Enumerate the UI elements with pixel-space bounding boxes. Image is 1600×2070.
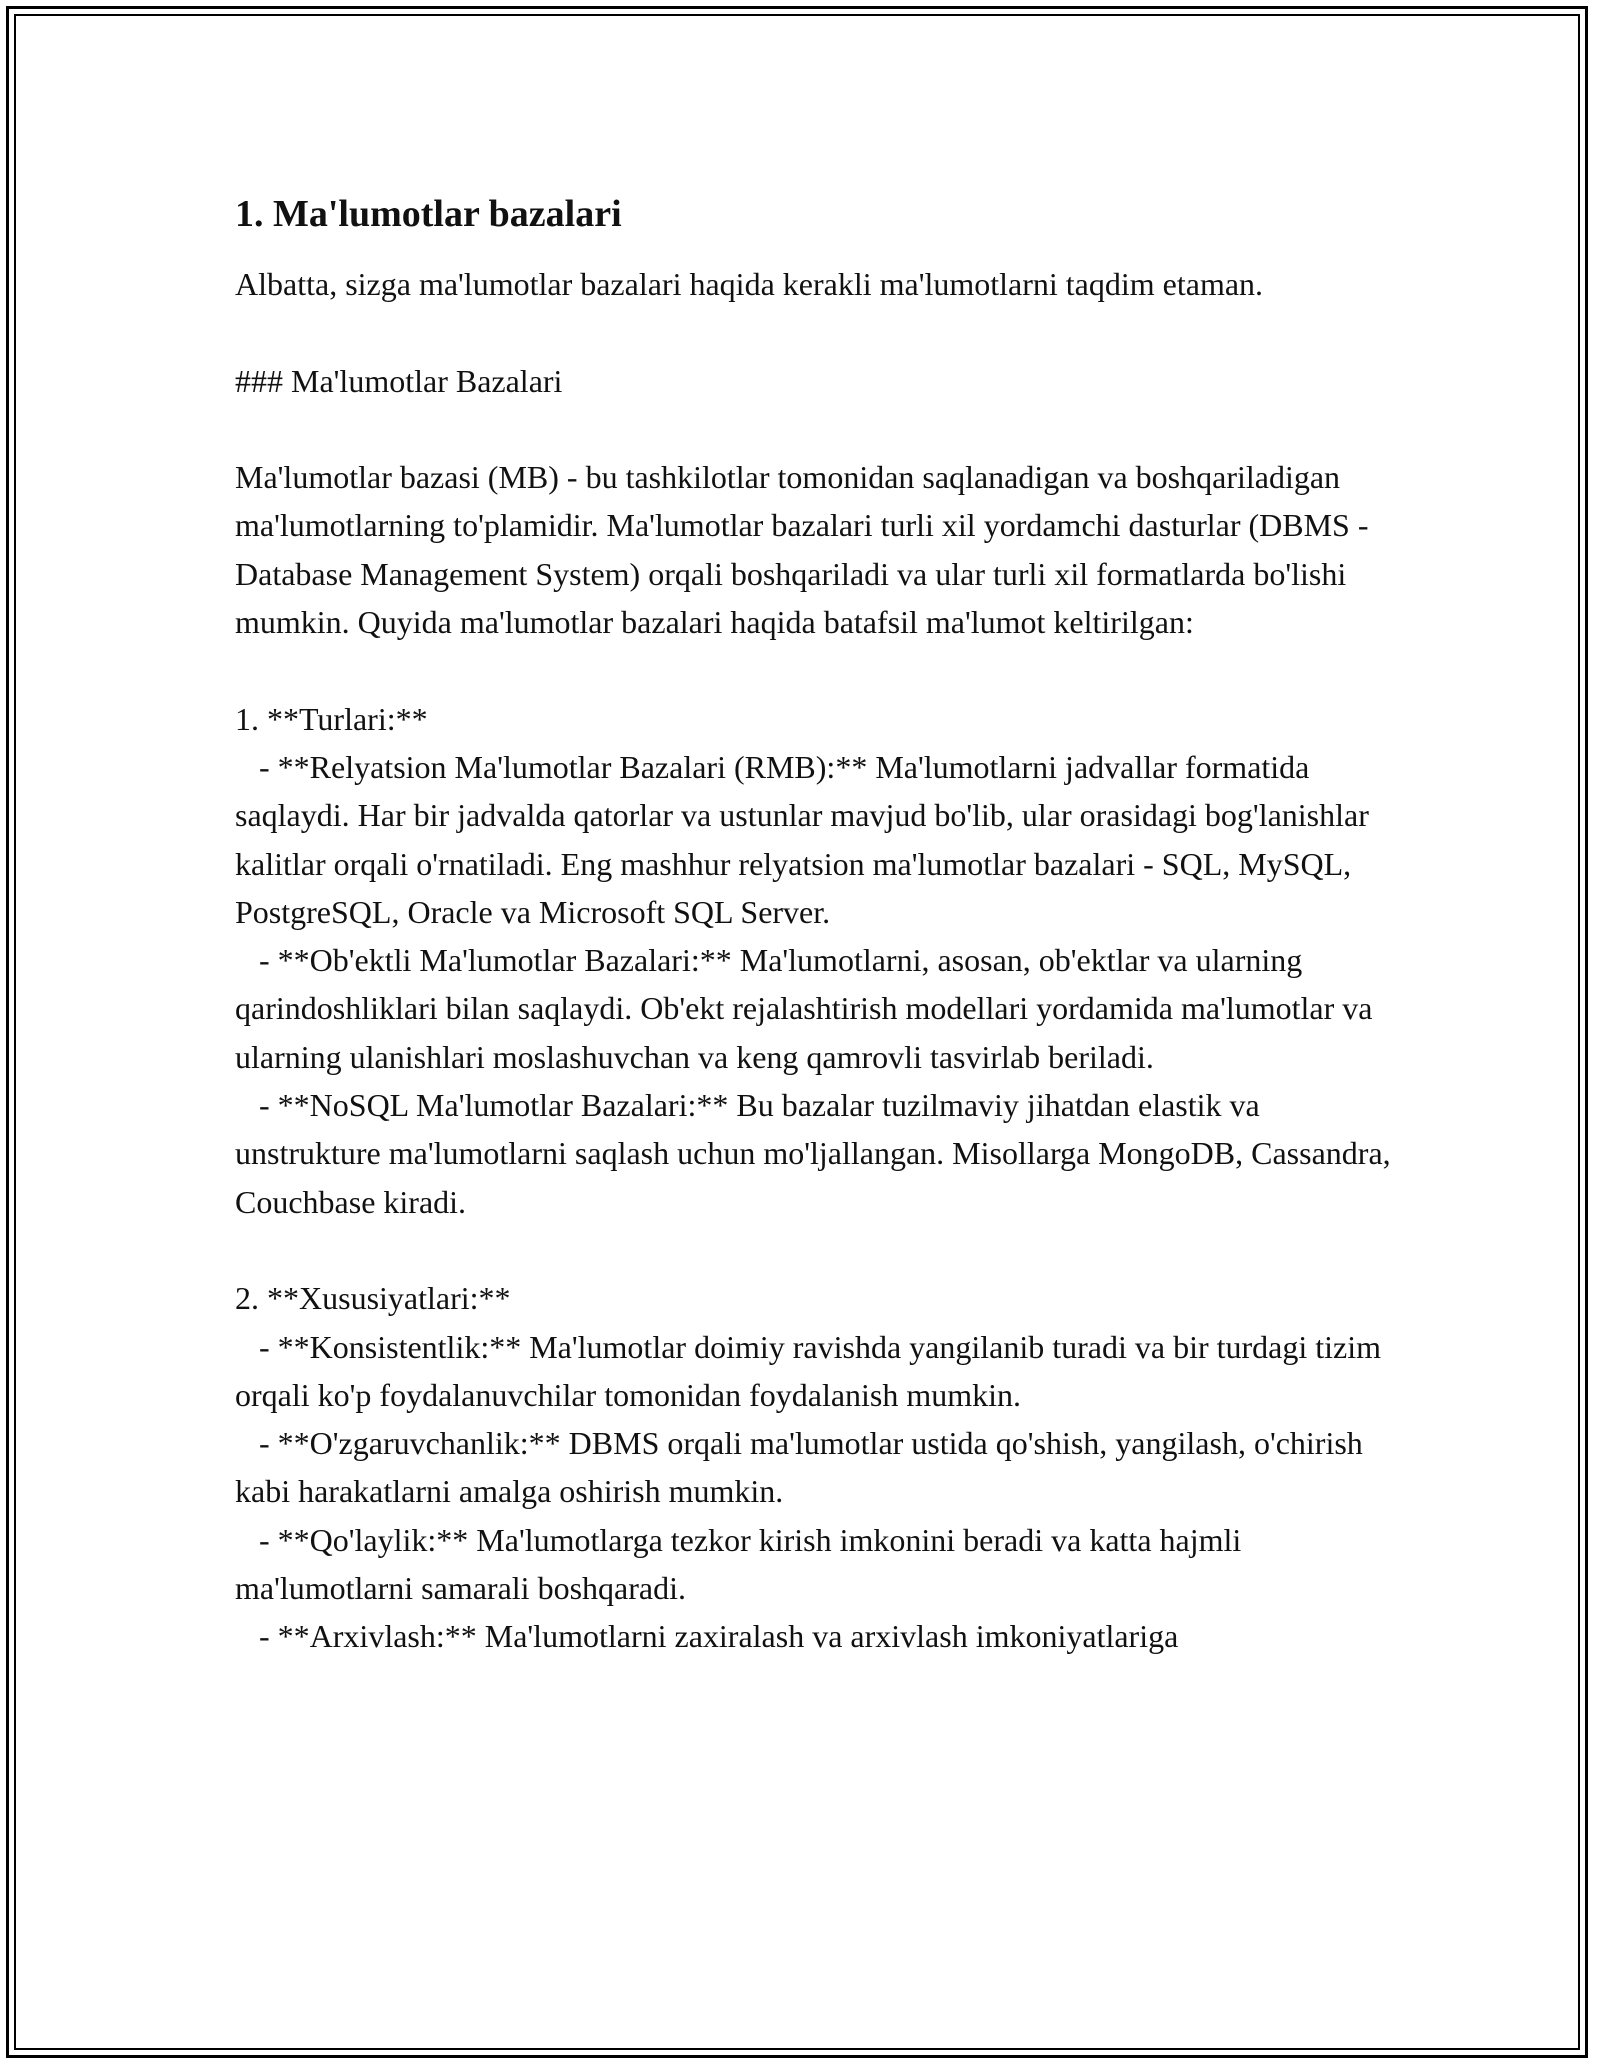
intro-paragraph: Albatta, sizga ma'lumotlar bazalari haqida kerakli ma'lumotlarni taqdim etaman. [235,266,1264,302]
document-body [235,188,1395,1661]
spacer [235,1226,1395,1274]
section-heading: ### Ma'lumotlar Bazalari [235,362,563,399]
definition-paragraph: Ma'lumotlar bazasi (MB) - bu tashkilotlar tomonidan saqlanadigan va boshqariladigan ma'lumotlarning to'plamidir. Ma'lumotlar bazalari turli xil yordamchi dasturlar (DBMS - Database Management System) orqali boshqariladi va ular turli xil formatlarda bo'lishi mumkin. Quyida ma'lumotlar bazalari haqida batafsil ma'lumot keltirilgan: [235,459,1377,641]
types-list: 1. **Turlari:** - **Relyatsion Ma'lumotlar Bazalari (RMB):** Ma'lumotlarni jadvallar formatida saqlaydi. Har bir jadvalda qatorlar va ustunlar mavjud bo'lib, ular orasidagi bog'lanishlar kalitlar orqali o'rnatiladi. Eng mashhur relyatsion ma'lumotlar bazalari - SQL, MySQL, PostgreSQL, Oracle va Microsoft SQL Server. - **Ob'ektli Ma'lumotlar Bazalari:** Ma'lumotlarni, asosan, ob'ektlar va ularning qarindoshliklari bilan saqlaydi. Ob'ekt rejalashtirish modellari yordamida ma'lumotlar va ularning ulanishlari moslashuvchan va keng qamrovli tasvirlab beriladi. - **NoSQL Ma'lumotlar Bazalari:** Bu bazalar tuzilmaviy jihatdan elastik va unstrukture ma'lumotlarni saqlash uchun mo'ljallangan. Misollarga MongoDB, Cassandra, Couchbase kiradi. [235,700,1391,1220]
spacer [235,405,1395,453]
spacer [235,646,1395,694]
document-title: 1. Ma'lumotlar bazalari [235,193,622,235]
features-list: 2. **Xususiyatlari:** - **Konsistentlik:** Ma'lumotlar doimiy ravishda yangilanib turadi va bir turdagi tizim orqali ko'p foydalanuvchilar tomonidan foydalanish mumkin. - **O'zgaruvchanlik:** DBMS orqali ma'lumotlar ustida qo'shish, yangilash, o'chirish kabi harakatlarni amalga oshirish mumkin. - **Qo'laylik:** Ma'lumotlarga tezkor kirish imkonini beradi va katta hajmli ma'lumotlarni samarali boshqaradi. - **Arxivlash:** Ma'lumotlarni zaxiralash va arxivlash imkoniyatlariga [235,1280,1382,1655]
spacer [235,308,1395,356]
